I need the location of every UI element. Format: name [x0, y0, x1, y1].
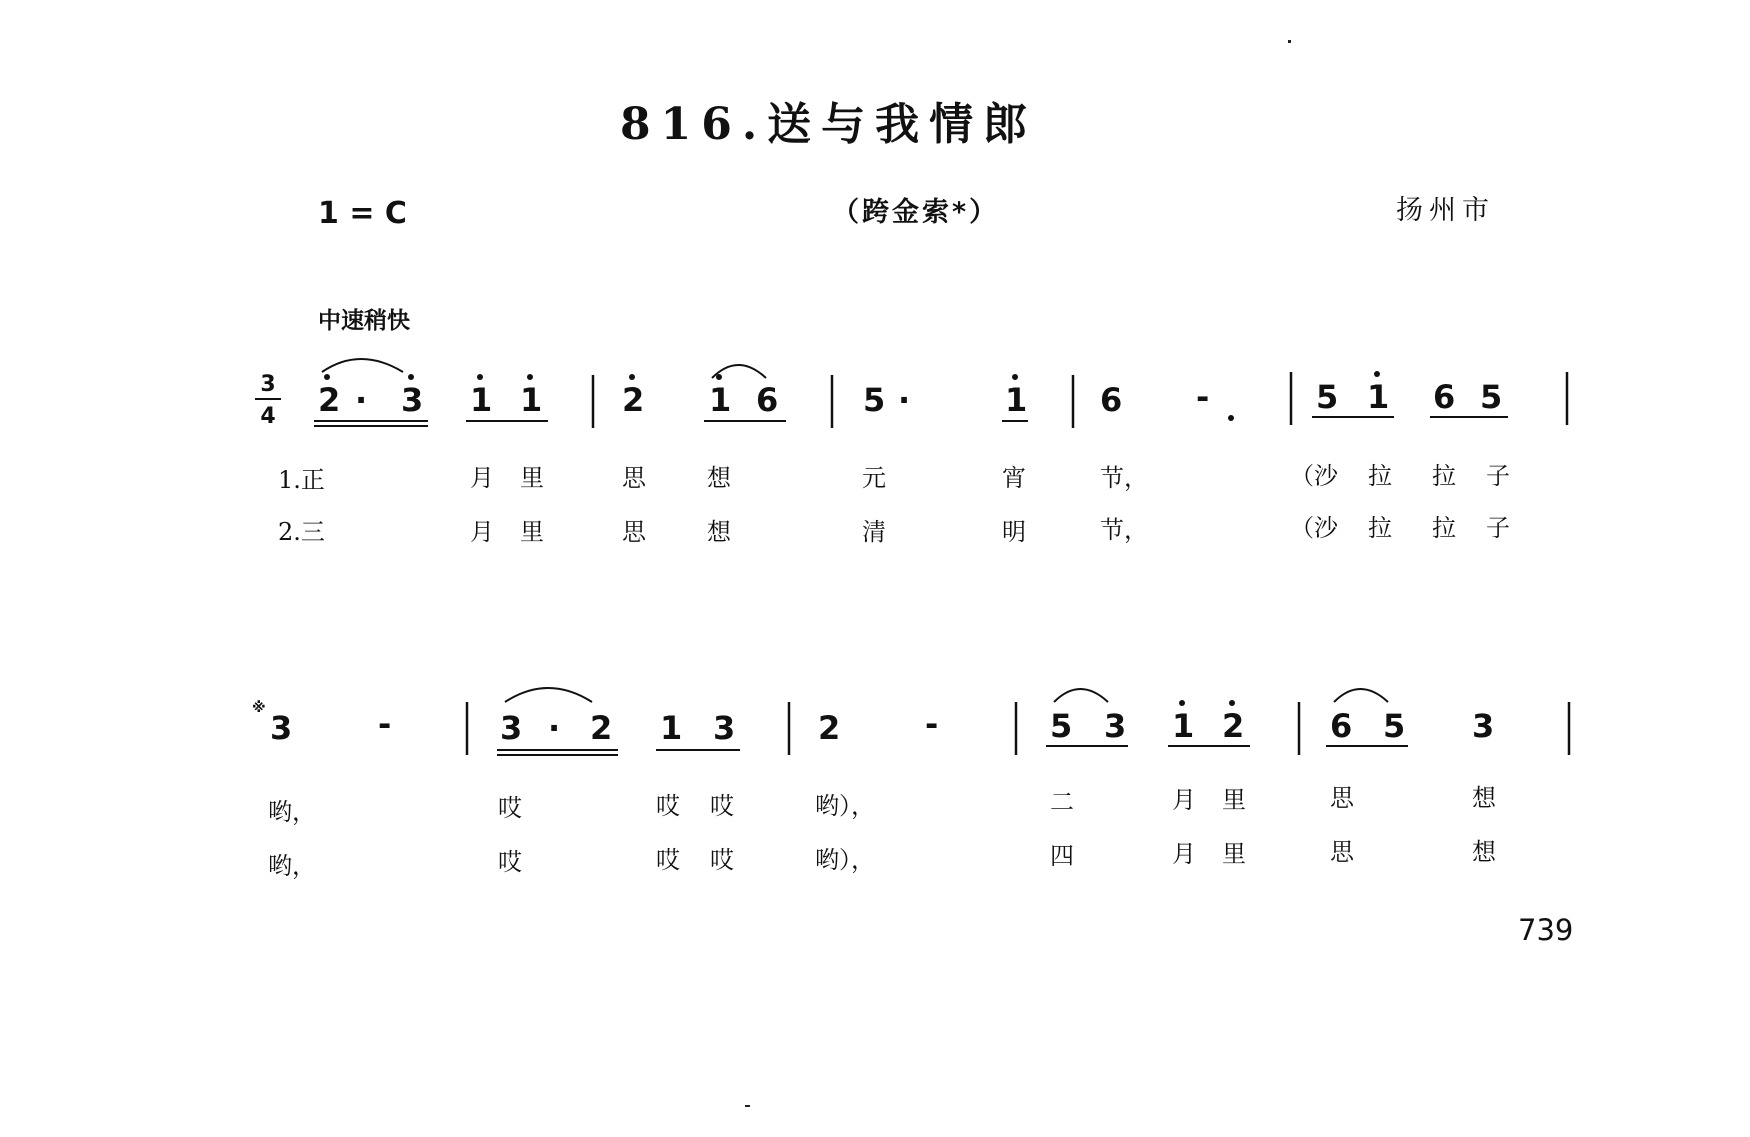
barlines	[467, 372, 1569, 755]
lyric: 哎	[710, 846, 734, 874]
lyric: 2.三	[278, 518, 325, 546]
lyric: 想	[1472, 838, 1496, 866]
lyric: 宵	[1002, 464, 1026, 492]
lyric: 清	[862, 518, 886, 546]
augmentation-dot: ·	[898, 381, 911, 419]
lyric: 月	[1172, 840, 1196, 868]
note: 1	[470, 381, 493, 419]
note: 1	[1172, 707, 1195, 745]
page-number: 739	[1518, 913, 1574, 947]
lyric: 哎	[498, 848, 522, 876]
lyric: 拉	[1432, 514, 1456, 542]
sustain-dash: -	[378, 705, 392, 743]
note: 6	[1433, 378, 1456, 416]
lyric: 二	[1050, 788, 1074, 816]
note: 3	[1472, 707, 1495, 745]
note: 3	[1104, 707, 1127, 745]
note: 3	[270, 709, 293, 747]
lyric: 里	[520, 464, 544, 492]
beams	[314, 417, 1508, 755]
slur	[322, 359, 403, 372]
note: 1	[709, 381, 732, 419]
note: 5	[863, 381, 886, 419]
tune-name: （跨金索*）	[832, 197, 1000, 228]
lyric: 月	[1172, 786, 1196, 814]
note: 6	[1330, 707, 1353, 745]
note: 3	[500, 709, 523, 747]
lyric: 拉	[1368, 514, 1392, 542]
high-octave-dot	[1374, 371, 1380, 377]
high-octave-dot	[527, 374, 533, 380]
note: 2	[590, 709, 613, 747]
note: 3	[401, 381, 424, 419]
slur	[1054, 689, 1108, 702]
lyric: 明	[1002, 518, 1026, 546]
lyric: （沙	[1290, 514, 1338, 542]
lyric: 思	[622, 518, 646, 546]
note: 2	[818, 709, 841, 747]
slurs	[322, 359, 1388, 702]
note: 6	[1100, 381, 1123, 419]
lyric: 哎	[710, 792, 734, 820]
lyric: 节，	[1100, 464, 1148, 492]
note: 5	[1316, 378, 1339, 416]
lyric: 想	[707, 464, 731, 492]
high-octave-dot	[477, 374, 483, 380]
note: 1	[520, 381, 543, 419]
note: 2	[318, 381, 341, 419]
lyric: 哎	[656, 792, 680, 820]
sustain-dash: -	[925, 705, 939, 743]
lyric: 思	[1330, 838, 1354, 866]
note: 2	[622, 381, 645, 419]
lyric: 哟，	[268, 798, 316, 826]
sustain-dash: -	[1196, 378, 1210, 416]
high-octave-dot	[629, 374, 635, 380]
scan-speck	[745, 1105, 750, 1107]
high-octave-dot	[408, 374, 414, 380]
augmentation-dot: ·	[355, 381, 368, 419]
high-octave-dot	[324, 374, 330, 380]
note: 5	[1383, 707, 1406, 745]
high-octave-dot	[1179, 700, 1185, 706]
lyric: 哟），	[815, 846, 875, 874]
note: 5	[1050, 707, 1073, 745]
lyric: 拉	[1432, 462, 1456, 490]
note: 2	[1222, 707, 1245, 745]
region-label: 扬州市	[1396, 195, 1495, 226]
segno-sign: ※	[252, 700, 266, 716]
time-signature-bottom: 4	[260, 404, 276, 429]
lyric: 哎	[498, 794, 522, 822]
lyric: 思	[622, 464, 646, 492]
note: 6	[756, 381, 779, 419]
high-octave-dot	[1229, 700, 1235, 706]
lyric: 子	[1486, 462, 1510, 490]
note: 3	[713, 709, 736, 747]
time-signature-top: 3	[260, 372, 276, 397]
note: 5	[1480, 378, 1503, 416]
lyric: 月	[470, 464, 494, 492]
lyric: 想	[707, 518, 731, 546]
note: 1	[1367, 378, 1390, 416]
lyric: 四	[1050, 842, 1074, 870]
scan-speck	[1288, 40, 1291, 43]
lyric: 节，	[1100, 516, 1148, 544]
slur	[1334, 689, 1388, 702]
lyric: 月	[470, 518, 494, 546]
lyric: 1.正	[278, 466, 325, 494]
lyric: 里	[520, 518, 544, 546]
lyric: 想	[1472, 784, 1496, 812]
high-octave-dot	[716, 374, 722, 380]
lyric: 哎	[656, 846, 680, 874]
high-octave-dot	[1012, 374, 1018, 380]
lyric: 元	[862, 464, 886, 492]
lyric: （沙	[1290, 462, 1338, 490]
key-signature: 1 = C	[318, 196, 407, 231]
lyric: 拉	[1368, 462, 1392, 490]
lyric: 哟，	[268, 852, 316, 880]
augmentation-dot: ·	[548, 709, 561, 747]
tempo-marking: 中速稍快	[318, 308, 410, 334]
lyric: 里	[1222, 840, 1246, 868]
lyric: 哟），	[815, 792, 875, 820]
lyric: 里	[1222, 786, 1246, 814]
note: 1	[1005, 381, 1028, 419]
lyric: 子	[1486, 514, 1510, 542]
song-title: 816.送与我情郎	[620, 99, 1038, 150]
note: 1	[660, 709, 683, 747]
slur	[505, 688, 592, 702]
lyric: 思	[1330, 784, 1354, 812]
low-octave-dot	[1228, 415, 1234, 421]
